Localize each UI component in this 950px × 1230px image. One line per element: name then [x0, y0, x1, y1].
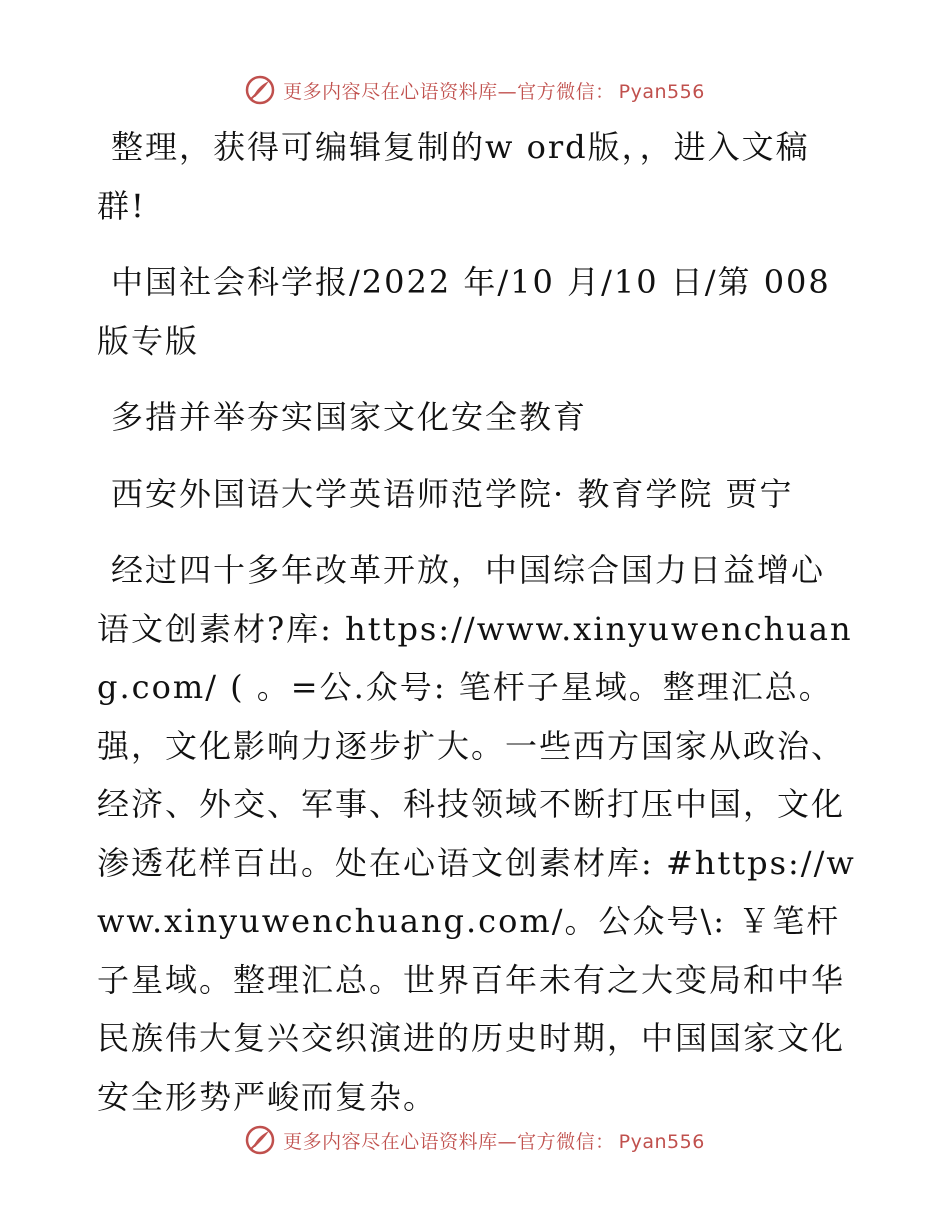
header-banner: [0, 70, 950, 110]
footer-banner-text: [283, 1127, 705, 1154]
quill-logo-icon: [245, 75, 275, 105]
footer-banner-handle: Pyan556: [618, 1130, 705, 1153]
header-banner-handle: Pyan556: [618, 80, 705, 103]
intro-notice: 整理，获得可编辑复制的w ord版，，进入文稿群!: [97, 128, 810, 225]
article-title: 多措并举夯实国家文化安全教育: [111, 398, 588, 436]
body-paragraph: 经过四十多年改革开放，中国综合国力日益增心语文创素材?库: https://www.xinyuwenchuang.com/ ( 。=公.众号: 笔杆子星域。整理汇总。强，文化影响力逐步扩大。一些西方国家从政治、经济、外交、军事、科技领域不断打压中国，文化渗透花样百出。处在心语文创素材库: #https://www.xinyuwenchuang.com/。公众号\: ￥笔杆子星域。整理汇总。世界百年未有之大变局和中华民族伟大复兴交织演进的历史时期，中国国家文化安全形势严峻而复杂。: [97, 551, 856, 1116]
quill-logo-icon: [245, 1125, 275, 1155]
footer-banner-label: 更多内容尽在心语资料库—官方微信：: [283, 1130, 615, 1153]
document-body: [97, 118, 857, 1144]
footer-banner: [0, 1120, 950, 1160]
header-banner-text: [283, 77, 705, 104]
source-citation: 中国社会科学报/2022 年/10 月/10 日/第 008 版专版: [97, 263, 831, 360]
header-banner-label: 更多内容尽在心语资料库—官方微信：: [283, 80, 615, 103]
author-line: 西安外国语大学英语师范学院· 教育学院 贾宁: [111, 474, 794, 513]
